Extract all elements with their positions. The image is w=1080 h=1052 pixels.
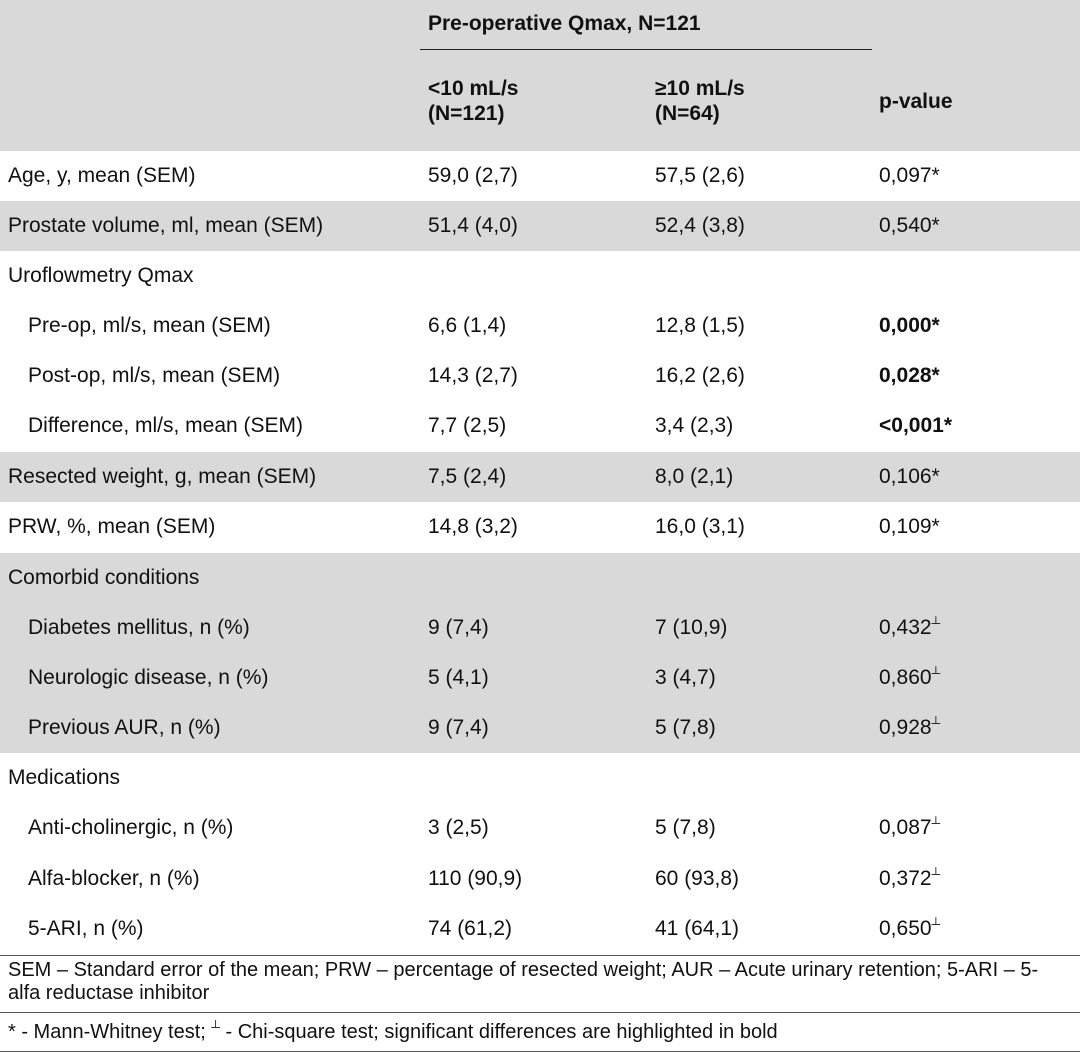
value-ge10: 16,0 (3,1) xyxy=(655,515,745,538)
column-header-lt10 xyxy=(428,76,518,126)
value-ge10: 12,8 (1,5) xyxy=(655,314,745,337)
value-lt10: 6,6 (1,4) xyxy=(428,314,507,337)
row-label: Diabetes mellitus, n (%) xyxy=(28,616,250,639)
p-value xyxy=(879,703,940,753)
table-row-section xyxy=(0,553,1080,603)
value-ge10: 16,2 (2,6) xyxy=(655,364,745,387)
row-label: Post-op, ml/s, mean (SEM) xyxy=(28,364,281,387)
value-ge10: 5 (7,8) xyxy=(655,716,716,739)
table-row xyxy=(0,653,1080,703)
value-ge10: 41 (64,1) xyxy=(655,917,740,940)
row-label: Neurologic disease, n (%) xyxy=(28,666,269,689)
column-header-ge10 xyxy=(655,76,745,126)
column-header-line1: <10 mL/s xyxy=(428,77,519,100)
value-ge10: 60 (93,8) xyxy=(655,867,740,890)
chi-square-mark: ┴ xyxy=(931,816,941,830)
row-label: Resected weight, g, mean (SEM) xyxy=(8,465,317,488)
value-lt10: 110 (90,9) xyxy=(428,867,523,890)
column-header-line1: p-value xyxy=(879,90,953,113)
p-value xyxy=(879,603,940,653)
value-ge10: 7 (10,9) xyxy=(655,616,728,639)
table-row xyxy=(0,201,1080,251)
value-ge10: 5 (7,8) xyxy=(655,816,716,839)
p-value-number: 0,860 xyxy=(879,666,932,689)
p-value-number: 0,928 xyxy=(879,716,932,739)
table-row xyxy=(0,603,1080,653)
p-value: 0,540* xyxy=(879,214,940,237)
table-row-section xyxy=(0,251,1080,301)
column-header-pvalue xyxy=(879,89,953,114)
value-lt10: 9 (7,4) xyxy=(428,616,489,639)
footnote-tests-part2: - Chi-square test; significant differences are highlighted in bold xyxy=(219,1021,778,1043)
section-label: Comorbid conditions xyxy=(8,566,200,589)
table-row xyxy=(0,301,1080,351)
value-lt10: 9 (7,4) xyxy=(428,716,489,739)
p-value-number: 0,372 xyxy=(879,867,932,890)
chi-square-mark: ┴ xyxy=(931,666,941,680)
column-header-line2: (N=121) xyxy=(428,102,505,125)
value-lt10: 14,8 (3,2) xyxy=(428,515,518,538)
p-value-number: 0,432 xyxy=(879,616,932,639)
p-value: <0,001* xyxy=(879,414,952,437)
row-label: Previous AUR, n (%) xyxy=(28,716,221,739)
group-header: Pre-operative Qmax, N=121 xyxy=(428,12,701,35)
row-label: 5-ARI, n (%) xyxy=(28,917,144,940)
footnote-divider xyxy=(0,1012,1080,1013)
section-label: Uroflowmetry Qmax xyxy=(8,264,194,287)
table-row xyxy=(0,452,1080,502)
p-value: 0,109* xyxy=(879,515,940,538)
row-label: Difference, ml/s, mean (SEM) xyxy=(28,414,304,437)
value-lt10: 59,0 (2,7) xyxy=(428,164,518,187)
value-lt10: 5 (4,1) xyxy=(428,666,489,689)
value-lt10: 3 (2,5) xyxy=(428,816,489,839)
p-value: 0,106* xyxy=(879,465,940,488)
table-row xyxy=(0,502,1080,552)
table-row xyxy=(0,703,1080,753)
footnote-tests-part1: * - Mann-Whitney test; xyxy=(8,1021,212,1043)
p-value xyxy=(879,803,940,853)
p-value xyxy=(879,854,940,904)
table-row xyxy=(0,803,1080,853)
row-label: Pre-op, ml/s, mean (SEM) xyxy=(28,314,271,337)
p-value xyxy=(879,653,940,703)
footnote-abbreviations: SEM – Standard error of the mean; PRW – percentage of resected weight; AUR – Acute urinary retention; 5-ARI – 5-alfa reductase inhibitor xyxy=(8,959,1039,1004)
p-value: 0,000* xyxy=(879,314,940,337)
row-label: Anti-cholinergic, n (%) xyxy=(28,816,234,839)
value-ge10: 57,5 (2,6) xyxy=(655,164,745,187)
table-header xyxy=(0,0,1080,151)
value-ge10: 52,4 (3,8) xyxy=(655,214,745,237)
row-label: PRW, %, mean (SEM) xyxy=(8,515,216,538)
table-row xyxy=(0,401,1080,451)
p-value-number: 0,087 xyxy=(879,816,932,839)
table-row xyxy=(0,854,1080,904)
p-value xyxy=(879,904,940,954)
table-divider xyxy=(0,955,1080,956)
value-lt10: 14,3 (2,7) xyxy=(428,364,518,387)
column-header-line1: ≥10 mL/s xyxy=(655,77,745,100)
footnote-tests xyxy=(8,1021,1068,1044)
value-lt10: 7,7 (2,5) xyxy=(428,414,507,437)
p-value: 0,028* xyxy=(879,364,940,387)
table-row xyxy=(0,351,1080,401)
value-ge10: 3 (4,7) xyxy=(655,666,716,689)
row-label: Prostate volume, ml, mean (SEM) xyxy=(8,214,324,237)
value-lt10: 51,4 (4,0) xyxy=(428,214,518,237)
chi-square-mark: ┴ xyxy=(931,917,941,931)
column-header-line2: (N=64) xyxy=(655,102,720,125)
value-ge10: 3,4 (2,3) xyxy=(655,414,734,437)
chi-square-mark: ┴ xyxy=(931,616,941,630)
table-row xyxy=(0,904,1080,954)
p-value-number: 0,650 xyxy=(879,917,932,940)
p-value: 0,097* xyxy=(879,164,940,187)
chi-square-mark: ┴ xyxy=(931,716,941,730)
value-lt10: 74 (61,2) xyxy=(428,917,513,940)
chi-square-mark: ┴ xyxy=(211,1020,220,1034)
chi-square-mark: ┴ xyxy=(931,867,941,881)
table-row-section xyxy=(0,753,1080,803)
group-header-rule xyxy=(420,49,872,50)
row-label: Age, y, mean (SEM) xyxy=(8,164,196,187)
value-ge10: 8,0 (2,1) xyxy=(655,465,734,488)
table-row xyxy=(0,151,1080,201)
value-lt10: 7,5 (2,4) xyxy=(428,465,507,488)
row-label: Alfa-blocker, n (%) xyxy=(28,867,200,890)
section-label: Medications xyxy=(8,766,121,789)
